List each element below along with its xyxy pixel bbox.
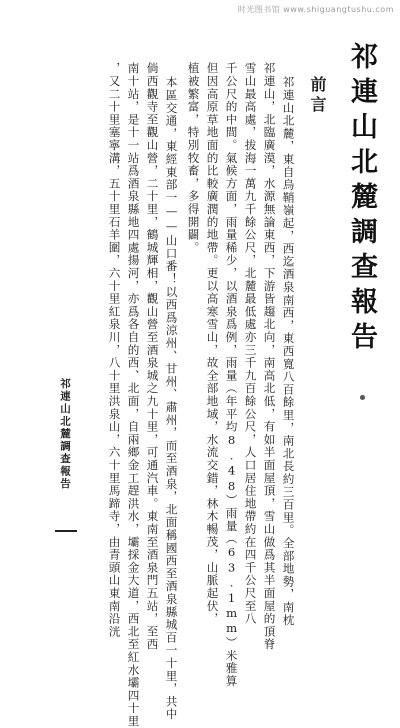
body-column: 千公尺的中間。氣候方面，雨量稀少，以酒泉爲例，雨量（年平均8.48）雨量（63.1mm）米雅算 <box>224 62 239 688</box>
body-column: 本區交通，東經東部一——山口番！以西爲涼州、甘州、肅州，而至酒泉，北面稱國西至酒泉縣城百一十里，共中 <box>164 76 179 721</box>
running-title: 祁連山北麓調查報告 <box>59 378 71 491</box>
body-column: ，又二十里塞寧溝，五十里石羊圍，六十里紅泉川，八十里洪泉山，六十里馬蹄寺，由青頭山東南沿洸 <box>107 62 122 638</box>
body-column: 植被繁富，特別牧畜，多得開闢。 <box>186 62 201 254</box>
body-column: 但因高原草地面的比較廣潤的地帶。更以高寒雪山，故全部地域，水流交錯，林木暢茂，山脈起伏， <box>205 62 220 626</box>
body-column: 祁連山北麓，東自烏鞘嶺起，西迄酒泉南西，東西寬八百餘里，南北長約三百里。全部地勢，南枕 <box>281 76 296 627</box>
page-number <box>55 530 77 532</box>
body-column: 南十站，是十一站爲酒泉縣地四處揚河，亦爲各自的西、北面，自兩鄉金工趕洪水，壩採金大道，西北至紅水壩四十里 <box>126 62 141 728</box>
page-number-text <box>58 520 59 521</box>
page-title: 祁連山北麓調查報告 <box>346 42 377 357</box>
body-column: 祁連山，北臨廣漠，水源無論東西，下游皆趨北向，南高北低，有如半面屋頂，雪山做爲其半面屋的頂脊 <box>262 62 277 651</box>
body-column: 雪山最高處，拔海一萬九千餘公尺，北麓最低處亦三千九百餘公尺，人口居住地帶約在四千公尺至八 <box>243 62 258 626</box>
print-dot <box>360 395 365 400</box>
preface-heading: 前言 <box>308 76 327 116</box>
library-watermark: 时光图书馆 www.shiguangtushu.com <box>237 5 394 14</box>
body-column: 倘西觀寺至觀山營，二十里，鶴城輝相，觀山營至酒泉城之九十里，可通汽車。東南至酒泉門五站，至西 <box>145 62 160 651</box>
